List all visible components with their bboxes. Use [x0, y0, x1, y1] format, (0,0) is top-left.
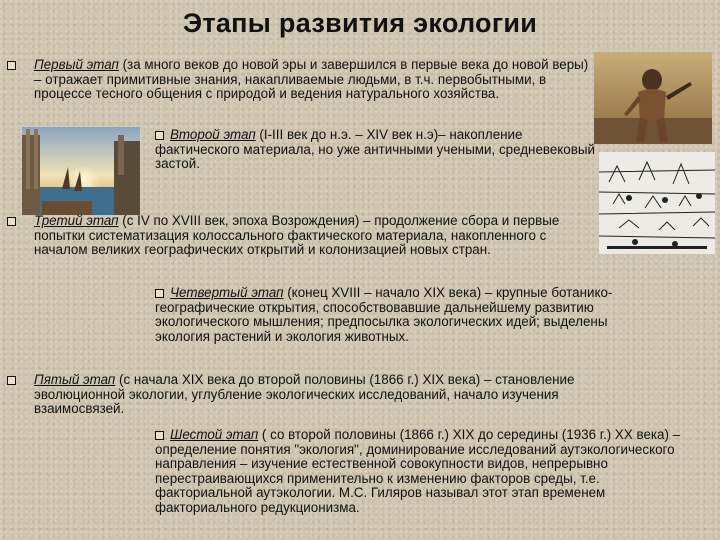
- stage-1-text: (за много веков до новой эры и завершился в первые века до новой веры) – отражает примитивные знания, накапливаемые людьми, в т.ч. первобытными, в процессе тесного общения с природой и ведения натурального хозяйства.: [34, 57, 589, 102]
- stage-2-text: (I-III век до н.э. – XIV век н.э)– накопление фактического материала, но уже античными учеными, средневековый застой.: [155, 127, 595, 172]
- ancient-port-painting: [22, 127, 140, 215]
- bullet-icon: [7, 217, 16, 226]
- stage-4-label: Четвертый этап: [170, 285, 284, 300]
- engraving-image: [599, 152, 715, 254]
- stage-2-label: Второй этап: [170, 127, 256, 142]
- stage-6-text: ( со второй половины (1866 г.) XIX до середины (1936 г.) XX века) – определение понятия "экология", доминирование исследований аутэкологического направления – изучение естественной совокупности видов, непрерывно перестраивающихся применительно к изменению факторов среды, т.е. факториальной аутэкологии. М.С. Гиляров называл этот этап временем факториального редукционизма.: [155, 427, 681, 515]
- stage-4-paragraph: [155, 286, 660, 344]
- stage-5-label: Пятый этап: [34, 372, 116, 387]
- stage-6-paragraph: [155, 428, 700, 516]
- stage-1-paragraph: [34, 58, 594, 102]
- stage-6-label: Шестой этап: [170, 427, 259, 442]
- bullet-icon: [7, 376, 16, 385]
- bullet-icon: [7, 61, 16, 70]
- stage-2-paragraph: [155, 128, 595, 172]
- bullet-icon: [155, 431, 164, 440]
- bullet-icon: [155, 289, 164, 298]
- stage-4-text: (конец XVIII – начало XIX века) – крупные ботанико-географические открытия, способствовавшие дальнейшему развитию экологического мышления; предпосылка экологических идей; выделены экология растений и экология животных.: [155, 285, 613, 344]
- stage-1-label: Первый этап: [34, 57, 119, 72]
- stage-3-text: (с IV по XVIII век, эпоха Возрождения) – продолжение сбора и первые попытки систематизация колоссального фактического материала, накопленного с началом великих географических открытий и колонизацией новых стран.: [34, 213, 560, 258]
- stage-3-label: Третий этап: [34, 213, 119, 228]
- stage-5-text: (с начала XIX века до второй половины (1866 г.) XIX века) – становление эволюционной экологии, углубление экологических исследований, начало изучения взаимосвязей.: [34, 372, 575, 417]
- primitive-man-image: [594, 52, 712, 144]
- bullet-icon: [155, 131, 164, 140]
- slide-title: Этапы развития экологии: [182, 8, 538, 38]
- stage-5-paragraph: [34, 373, 604, 417]
- stage-3-paragraph: [34, 214, 600, 258]
